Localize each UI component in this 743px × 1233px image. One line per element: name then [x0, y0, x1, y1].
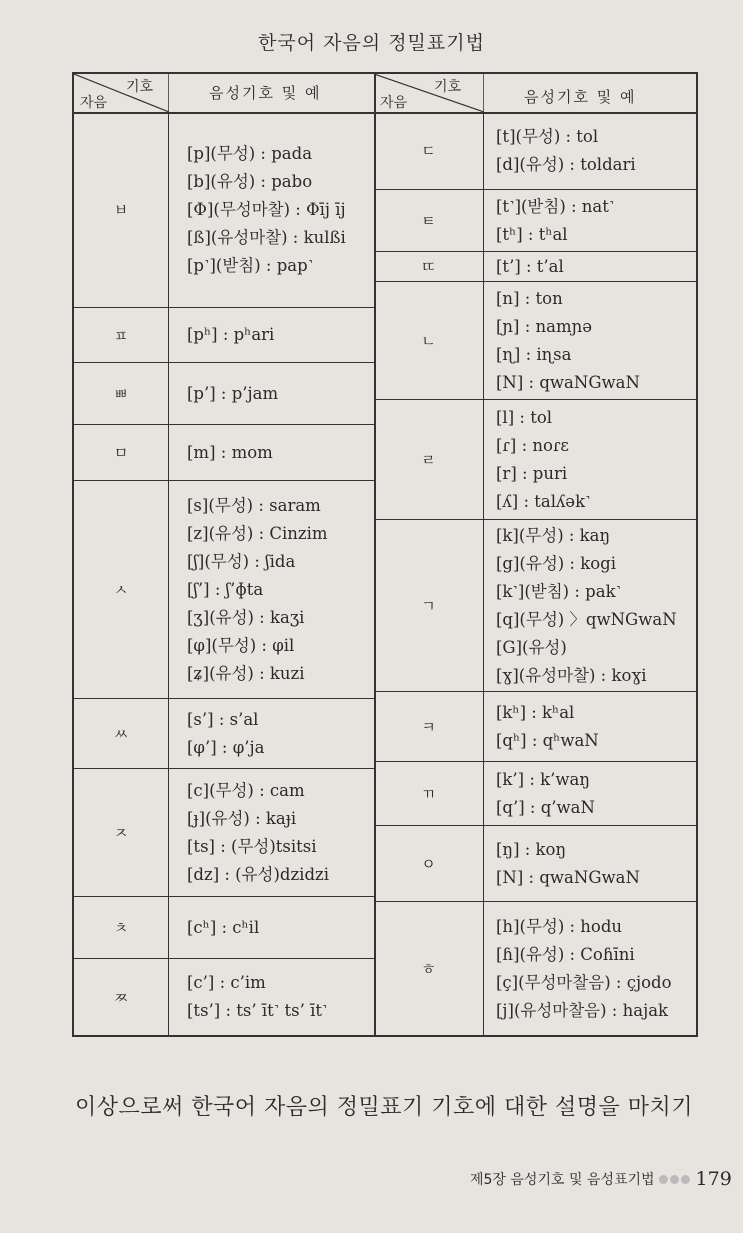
table-row [74, 425, 374, 481]
example-line: [z](유성) : Cinzim [187, 523, 328, 543]
example-line: [m] : mom [187, 442, 273, 462]
example-line: [t˺](받침) : nat˺ [496, 196, 615, 216]
example-line: [N] : qwaNGwaN [496, 867, 640, 887]
right-column [374, 74, 696, 1035]
example-cell [496, 520, 677, 691]
example-line: [s’] : s’al [187, 709, 259, 729]
page-footer [470, 1168, 732, 1190]
table-row [74, 308, 374, 363]
example-line: [b](유성) : pabo [187, 171, 313, 191]
consonant-cell: ㅅ [74, 481, 169, 698]
running-footer: 제5장 음성기호 및 음성표기법 [470, 1172, 655, 1188]
example-line: [t](무성) : tol [496, 126, 599, 146]
example-cell [187, 112, 346, 307]
example-line: [ɳ] : iɳsa [496, 344, 572, 364]
left-column [74, 74, 374, 1035]
example-line: [qʰ] : qʰwaN [496, 730, 599, 750]
consonant-cell: ㅁ [74, 425, 169, 480]
consonant-cell: ㄸ [374, 252, 484, 281]
example-line: [t’] : t’al [496, 256, 564, 276]
example-line: [cʰ] : cʰil [187, 917, 260, 937]
header-main-label: 음성기호 및 예 [524, 88, 637, 106]
example-cell [187, 769, 329, 896]
example-cell [496, 282, 640, 399]
table-row [74, 897, 374, 959]
table-row [74, 699, 374, 769]
consonant-cell: ㅂ [74, 112, 169, 307]
example-line: [Φ](무성마찰) : Φīj īj [187, 199, 346, 219]
table-row [74, 959, 374, 1035]
example-line: [ɣ](유성마찰) : koɣi [496, 665, 647, 685]
example-line: [j](유성마찰음) : hajak [496, 1000, 669, 1020]
table-row [374, 520, 696, 692]
example-line: [ʎ] : talʎək˺ [496, 491, 591, 511]
example-cell [187, 699, 264, 768]
example-line: [p˺](받침) : pap˺ [187, 255, 314, 275]
example-cell [496, 400, 591, 519]
example-line: [ts’] : ts’ īt˺ ts’ īt˺ [187, 1001, 328, 1020]
example-cell [187, 897, 259, 958]
example-line: [ʃ’] : ʃ’ɸta [187, 579, 264, 599]
example-line: [k˺](받침) : pak˺ [496, 581, 622, 601]
consonant-cell: ㅎ [374, 902, 484, 1035]
example-line: [N] : qwaNGwaN [496, 372, 640, 392]
example-line: [ɾ] : noɾɛ [496, 435, 569, 455]
example-cell [187, 308, 274, 362]
table-row [74, 769, 374, 897]
table-row [74, 481, 374, 699]
example-cell [496, 692, 599, 761]
example-line: [p’] : p’jam [187, 383, 279, 403]
table-row [374, 826, 696, 902]
example-line: [pʰ] : pʰari [187, 325, 275, 344]
example-cell [496, 252, 564, 281]
example-line: [c](무성) : cam [187, 780, 305, 800]
example-line: [dz] : (유성)dzidzi [187, 864, 329, 884]
example-cell [496, 762, 595, 825]
table-row [374, 112, 696, 190]
example-line: [ŋ] : koŋ [496, 839, 567, 859]
example-line: [ɟ](유성) : kaɟi [187, 808, 297, 828]
example-line: [ʑ](유성) : kuzi [187, 663, 305, 683]
example-line: [p](무성) : pada [187, 143, 313, 163]
example-cell [187, 959, 328, 1035]
table-row [374, 400, 696, 520]
example-line: [ts] : (무성)tsitsi [187, 836, 317, 856]
table-row [374, 252, 696, 282]
header-consonant-label: 자음 [380, 95, 408, 111]
example-cell [187, 481, 328, 698]
consonant-cell: ㅌ [374, 190, 484, 251]
example-line: [k](무성) : kaŋ [496, 525, 611, 545]
example-line: [ʃ](무성) : ʃida [187, 551, 296, 571]
consonant-cell: ㅇ [374, 826, 484, 901]
example-line: [φ](무성) : φil [187, 635, 295, 655]
header-symbol-label: 기호 [434, 79, 462, 95]
example-line: [c’] : c’im [187, 973, 266, 992]
example-line: [ß](유성마찰) : kulßi [187, 227, 346, 247]
consonant-cell: ㅃ [74, 363, 169, 424]
example-line: [φ’] : φ’ja [187, 737, 265, 757]
consonant-cell: ㄱ [374, 520, 484, 691]
example-cell [496, 902, 672, 1035]
table-row [74, 112, 374, 308]
example-line: [ɲ] : namɲə [496, 316, 593, 336]
table-row [374, 692, 696, 762]
table-row [374, 282, 696, 400]
example-line: [h](무성) : hodu [496, 916, 623, 936]
example-line: [ʒ](유성) : kaʒi [187, 607, 305, 627]
page-title: 한국어 자음의 정밀표기법 [258, 32, 485, 54]
example-line: [s](무성) : saram [187, 495, 321, 515]
example-line: [r] : puri [496, 463, 568, 483]
example-cell [496, 190, 614, 251]
table-row [374, 902, 696, 1035]
example-line: [g](유성) : kogi [496, 553, 617, 573]
consonant-cell: ㄲ [374, 762, 484, 825]
example-line: [G](유성) [496, 637, 567, 657]
example-line: [k’] : k’waŋ [496, 769, 590, 789]
consonant-cell: ㅍ [74, 308, 169, 362]
consonant-cell: ㄹ [374, 400, 484, 519]
example-line: [kʰ] : kʰal [496, 702, 575, 722]
table-row [74, 363, 374, 425]
example-cell [496, 826, 640, 901]
header-main-label: 음성기호 및 예 [209, 84, 322, 102]
example-line: [q’] : q’waN [496, 797, 595, 817]
example-line: [l] : tol [496, 407, 553, 427]
header-right [374, 74, 696, 114]
example-line: [tʰ] : tʰal [496, 224, 568, 244]
example-cell [496, 112, 636, 189]
table-row [374, 762, 696, 826]
example-line: [n] : ton [496, 288, 563, 308]
header-left [74, 74, 374, 114]
example-cell [187, 425, 273, 480]
dots-ornament-icon [659, 1175, 690, 1184]
consonant-cell: ㅋ [374, 692, 484, 761]
example-line: [q](무성) 〉qwNGwaN [496, 609, 677, 629]
consonant-cell: ㅆ [74, 699, 169, 768]
header-symbol-label: 기호 [126, 79, 154, 95]
consonant-table [72, 72, 698, 1037]
body-paragraph: 이상으로써 한국어 자음의 정밀표기 기호에 대한 설명을 마치기 [75, 1095, 694, 1120]
consonant-cell: ㄴ [374, 282, 484, 399]
consonant-cell: ㅈ [74, 769, 169, 896]
consonant-cell: ㄷ [374, 112, 484, 189]
consonant-cell: ㅉ [74, 959, 169, 1035]
header-consonant-label: 자음 [80, 95, 108, 111]
page-number: 179 [695, 1168, 732, 1190]
example-line: [ç](무성마찰음) : çjodo [496, 972, 672, 992]
table-row [374, 190, 696, 252]
example-line: [ɦ](유성) : Coɦīni [496, 944, 635, 964]
example-cell [187, 363, 278, 424]
example-line: [d](유성) : toldari [496, 154, 636, 174]
consonant-cell: ㅊ [74, 897, 169, 958]
